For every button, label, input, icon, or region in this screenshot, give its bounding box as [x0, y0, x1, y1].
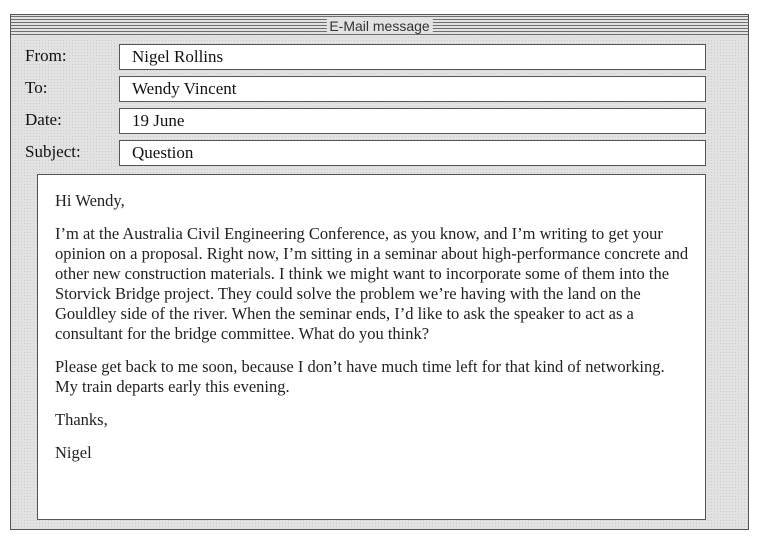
message-signature: Nigel	[55, 443, 92, 462]
subject-field[interactable]: Question	[119, 140, 706, 166]
date-field[interactable]: 19 June	[119, 108, 706, 134]
message-body[interactable]	[37, 174, 706, 520]
date-row	[11, 108, 748, 135]
to-field[interactable]: Wendy Vincent	[119, 76, 706, 102]
subject-row	[11, 140, 748, 167]
from-label: From:	[25, 46, 67, 65]
email-message-window	[10, 14, 749, 530]
message-paragraph-1: I’m at the Australia Civil Engineering Conference, as you know, and I’m writing to get your opinion on a proposal. Right now, I’m sitting in a seminar about high-performance concrete and other new construction materials. I think we might want to incorporate some of them into the Storvick Bridge project. They could solve the problem we’re having with the land on the Gouldley side of the river. When the seminar ends, I’d like to ask the speaker to act as a consultant for the bridge committee. What do you think?	[55, 224, 689, 343]
to-row	[11, 76, 748, 103]
message-paragraph-2: Please get back to me soon, because I don’t have much time left for that kind of networking. My train departs early this evening.	[55, 357, 665, 396]
window-title: E-Mail message	[326, 18, 432, 34]
message-closing: Thanks,	[55, 410, 108, 429]
date-label: Date:	[25, 110, 62, 129]
to-label: To:	[25, 78, 48, 97]
message-greeting: Hi Wendy,	[55, 191, 125, 210]
from-field[interactable]: Nigel Rollins	[119, 44, 706, 70]
title-bar	[11, 16, 748, 36]
subject-label: Subject:	[25, 142, 81, 161]
from-row	[11, 44, 748, 71]
